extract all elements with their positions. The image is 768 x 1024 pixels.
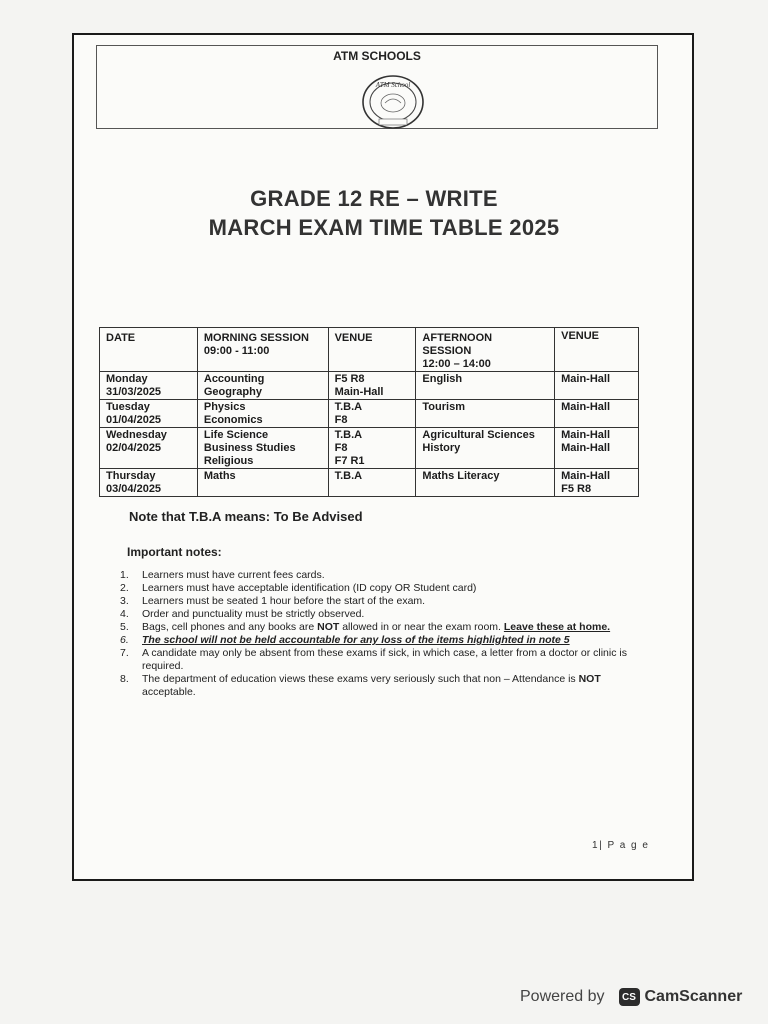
list-item: 4. Order and punctuality must be strictly observed. [120, 608, 365, 620]
camscanner-watermark [520, 986, 742, 1008]
list-item: 7. A candidate may only be absent from these exams if sick, in which case, a letter from a doctor or clinic is required. [120, 647, 627, 672]
page-number: 1| P a g e [592, 840, 650, 851]
table-row [100, 372, 639, 400]
list-item: 8. The department of education views these exams very seriously such that non – Attendance is NOT acceptable. [120, 673, 601, 698]
morning-cell: Life Science Business Studies Religious [197, 428, 328, 469]
table-row [100, 469, 639, 497]
date-cell: Thursday 03/04/2025 [100, 469, 198, 497]
morning-cell: Maths [197, 469, 328, 497]
header-cell: DATE [100, 328, 198, 372]
school-seal-icon [361, 73, 425, 131]
venue-cell: Main-Hall F5 R8 [555, 469, 639, 497]
exam-timetable [99, 327, 639, 497]
venue-cell: F5 R8 Main-Hall [328, 372, 416, 400]
list-item: 3. Learners must be seated 1 hour before the start of the exam. [120, 595, 426, 607]
important-notes-title: Important notes: [127, 545, 222, 559]
header-cell: VENUE [328, 328, 416, 372]
header-cell: VENUE [555, 328, 639, 372]
letterhead-box [96, 45, 658, 129]
venue-cell: T.B.A [328, 469, 416, 497]
list-item: 2. Learners must have acceptable identification (ID copy OR Student card) [120, 582, 477, 594]
venue-cell: Main-Hall Main-Hall [555, 428, 639, 469]
seal-text: ATM School [375, 81, 411, 89]
table-row [100, 400, 639, 428]
powered-by-text: Powered by [520, 988, 605, 1005]
important-notes-list [120, 569, 640, 699]
venue-cell: Main-Hall [555, 372, 639, 400]
venue-cell: Main-Hall [555, 400, 639, 428]
table-header-row [100, 328, 639, 372]
venue-cell: T.B.A F8 F7 R1 [328, 428, 416, 469]
afternoon-cell: Tourism [416, 400, 555, 428]
morning-cell: Physics Economics [197, 400, 328, 428]
date-cell: Wednesday 02/04/2025 [100, 428, 198, 469]
afternoon-cell: Maths Literacy [416, 469, 555, 497]
afternoon-cell: Agricultural Sciences History [416, 428, 555, 469]
table-row [100, 428, 639, 469]
list-item: 6. The school will not be held accountable for any loss of the items highlighted in note 5 [120, 634, 570, 646]
school-name: ATM SCHOOLS [333, 49, 421, 63]
list-item: 1. Learners must have current fees cards. [120, 569, 325, 581]
title-line-1: GRADE 12 RE – WRITE [250, 186, 498, 211]
date-cell: Tuesday 01/04/2025 [100, 400, 198, 428]
morning-cell: Accounting Geography [197, 372, 328, 400]
afternoon-cell: English [416, 372, 555, 400]
header-cell: AFTERNOON SESSION 12:00 – 14:00 [416, 328, 555, 372]
tba-note: Note that T.B.A means: To Be Advised [129, 509, 363, 524]
title-line-2: MARCH EXAM TIME TABLE 2025 [208, 215, 560, 240]
camscanner-brand: CamScanner [644, 988, 743, 1005]
list-item: 5. Bags, cell phones and any books are NOT allowed in or near the exam room. Leave these at home. [120, 621, 611, 633]
camscanner-logo-icon: CS [619, 988, 640, 1006]
venue-cell: T.B.A F8 [328, 400, 416, 428]
header-cell: MORNING SESSION 09:00 - 11:00 [197, 328, 328, 372]
date-cell: Monday 31/03/2025 [100, 372, 198, 400]
